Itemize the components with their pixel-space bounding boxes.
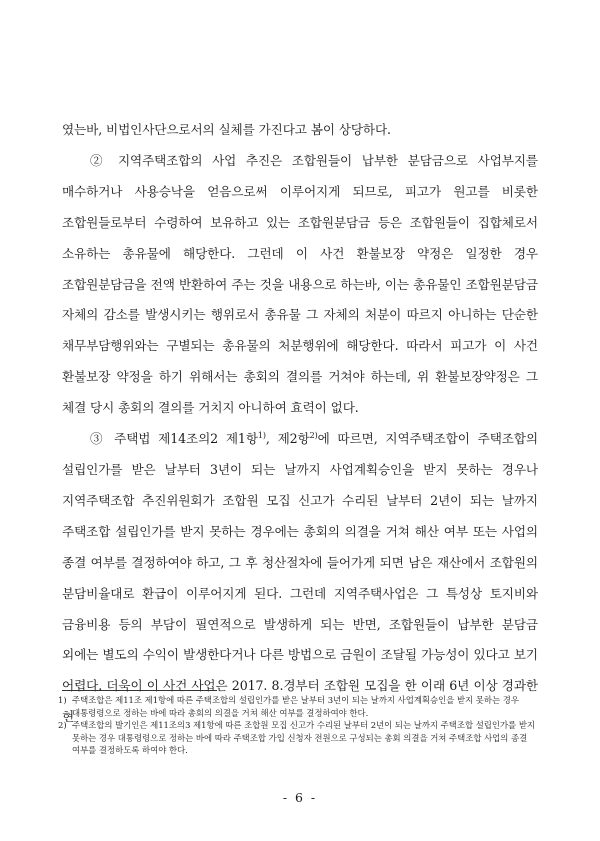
footnote-2-text: 주택조합의 발기인은 제11조의3 제1항에 따른 조합원 모집 신고가 수리된 날부터 2년이 되는 날까지 주택조합 설립인가를 받지 못하는 경우 대통령령으로 정하는 바에 따라 주택조합 가입 신청자 전원으로 구성되는 총회 의결을 거쳐 주택조합 사업의 종결 여부를 결정하도록 하여야 한다. [72, 720, 535, 756]
paragraph-continuation: 였는바, 비법인사단으로서의 실체를 가진다고 봄이 상당하다. [62, 122, 391, 137]
footnote-1-number: 1) [58, 695, 67, 705]
footnote-divider [62, 690, 217, 691]
footnote-2-number: 2) [58, 720, 67, 731]
footnote-ref-1[interactable]: 1) [257, 430, 266, 440]
footnote-ref-2[interactable]: 2) [309, 430, 318, 440]
paragraph-3-text-middle: , 제2항 [265, 431, 310, 447]
paragraph-3-text-end: 에 따르면, 지역주택조합이 주택조합의 설립인가를 받은 날부터 3년이 되는 날까지 사업계획승인을 받지 못하는 경우나 지역주택조합 추진위원회가 조합원 모집 신고가 수리된 날부터 2년이 되는 날까지 주택조합 설립인가를 받지 못하는 경우에는 총회의 의결을 거쳐 해산 여부 또는 사업의 종결 여부를 결정하여야 하고, 그 후 청산절차에 들어가게 되면 남은 재산에서 조합원의 분담비율대로 환급이 이루어지게 된다. 그런데 지역주택사업은 그 특성상 토지비와 금융비용 등의 부담이 필연적으로 발생하게 되는 반면, 조합원들이 납부한 분담금 외에는 별도의 수익이 발생한다거나 다른 방법으로 금원이 조달될 가능성이 있다고 보기 어렵다. 더욱이 이 사건 사업은 2017. 8.경부터 조합원 모집을 한 이래 6년 이상 경과한 현 [62, 431, 538, 725]
footnotes [58, 694, 544, 757]
paragraph-3 [62, 424, 538, 733]
footnote-1-text: 주택조합은 제11조 제1항에 따른 주택조합의 설립인가를 받은 날부터 3년이 되는 날까지 사업계획승인을 받지 못하는 경우 대통령령으로 정하는 바에 따라 총회의 의결을 거쳐 해산 여부를 결정하여야 한다. [72, 695, 519, 718]
paragraph-3-text-start: ③ 주택법 제14조의2 제1항 [90, 431, 258, 447]
footnote-1 [58, 694, 544, 719]
footnote-2 [58, 719, 544, 757]
paragraph-2: ② 지역주택조합의 사업 추진은 조합원들이 납부한 분담금으로 사업부지를 매수하거나 사용승낙을 얻음으로써 이루어지게 되므로, 피고가 원고를 비롯한 조합원들로부터 수령하여 보유하고 있는 조합원분담금 등은 조합원들이 집합체로서 소유하는 총유물에 해당한다. 그런데 이 사건 환불보장 약정은 일정한 경우 조합원분담금을 전액 반환하여 주는 것을 내용으로 하는바, 이는 총유물인 조합원분담금 자체의 감소를 발생시키는 행위로서 총유물 그 자체의 처분이 따르지 아니하는 단순한 채무부담행위와는 구별되는 총유물의 처분행위에 해당한다. 따라서 피고가 이 사건 환불보장 약정을 하기 위해서는 총회의 결의를 거쳐야 하는데, 위 환불보장약정은 그 체결 당시 총회의 결의를 거치지 아니하여 효력이 없다. [62, 152, 538, 416]
page-number: - 6 - [282, 790, 318, 805]
